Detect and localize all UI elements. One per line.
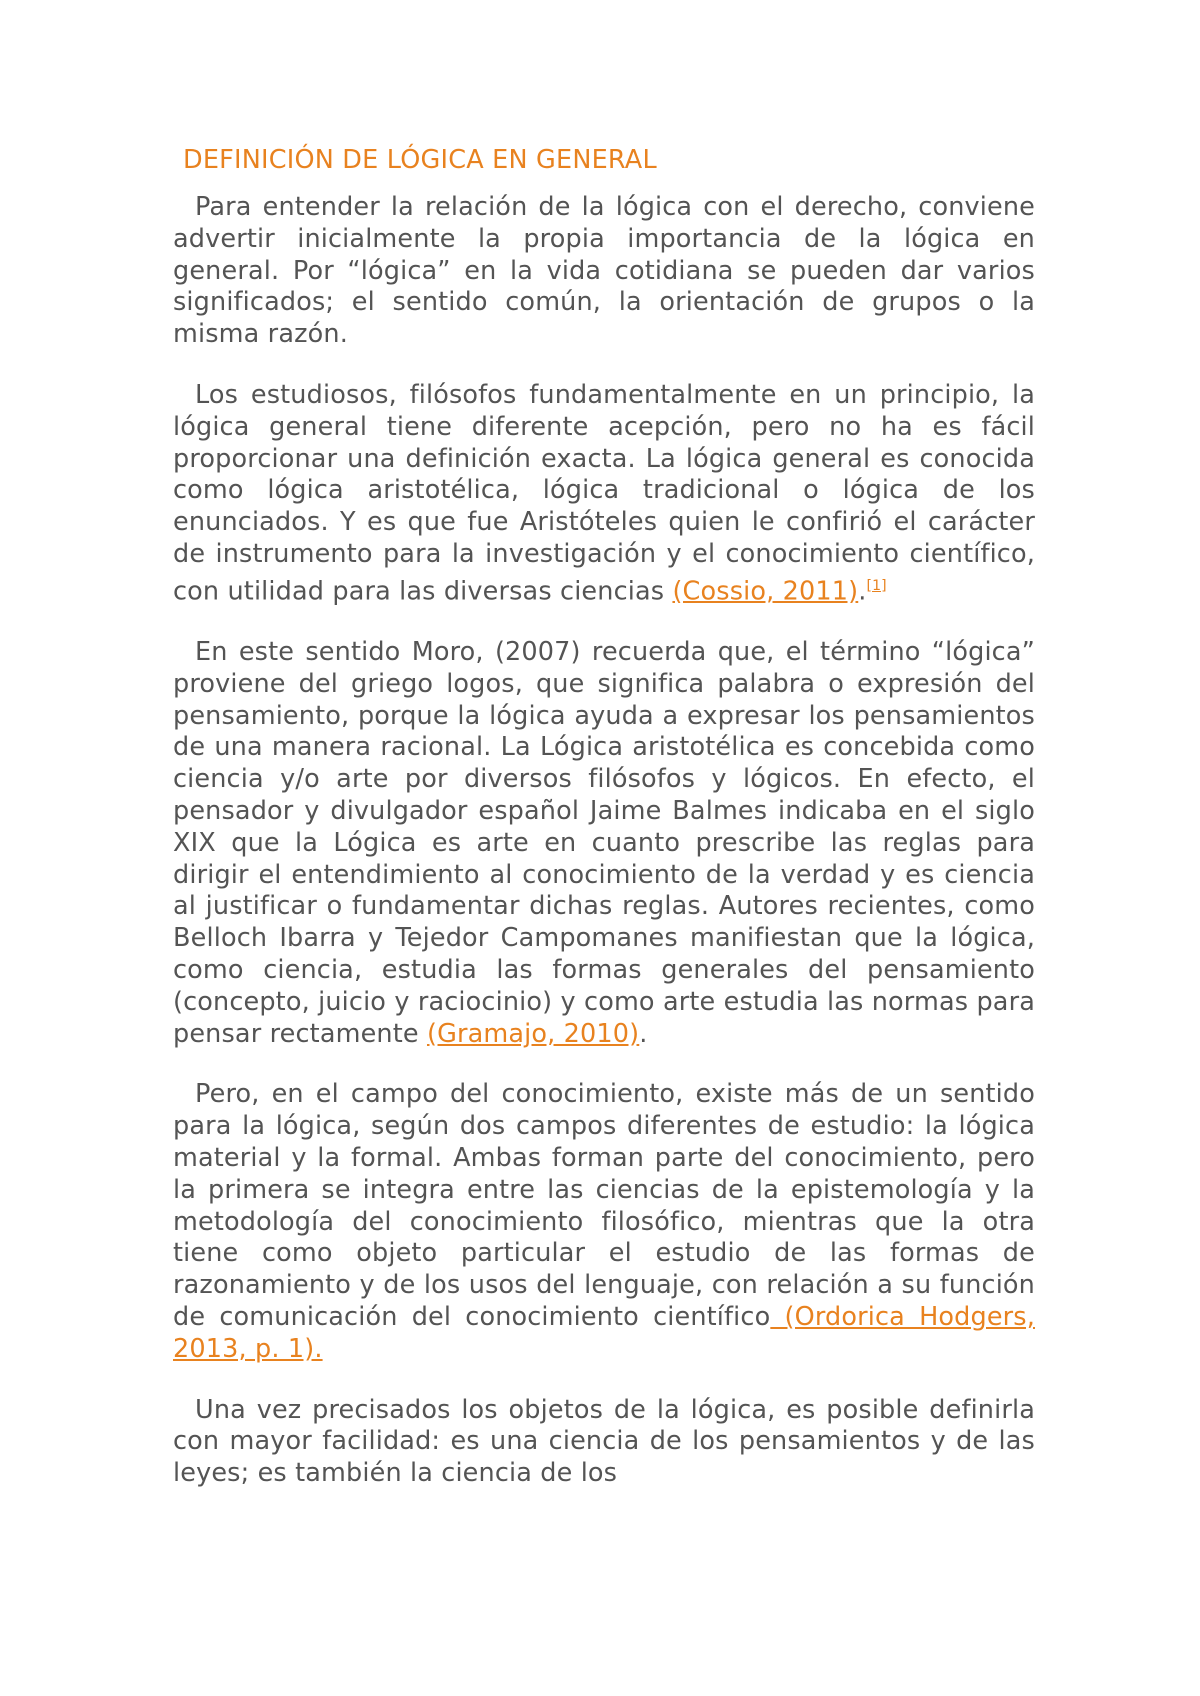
paragraph-3-text: En este sentido Moro, (2007) recuerda que, el término “lógica” proviene del griego logos, que significa palabra o expresión del pensamiento, porque la lógica ayuda a expresar los pensamientos de una manera racional. La Lógica aristotélica es concebida como ciencia y/o arte por diversos filósofos y lógicos. En efecto, el pensador y divulgador español Jaime Balmes indicaba en el siglo XIX que la Lógica es arte en cuanto prescribe las reglas para dirigir el entendimiento al conocimiento de la verdad y es ciencia al justificar o fundamentar dichas reglas. Autores recientes, como Belloch Ibarra y Tejedor Campomanes manifiestan que la lógica, como ciencia, estudia las formas generales del pensamiento (concepto, juicio y raciocinio) y como arte estudia las normas para pensar rectamente [173, 637, 1035, 1049]
paragraph-4-text: Pero, en el campo del conocimiento, existe más de un sentido para la lógica, según dos campos diferentes de estudio: la lógica material y la formal. Ambas forman parte del conocimiento, pero la primera se integra entre las ciencias de la epistemología y la metodología del conocimiento filosófico, mientras que la otra tiene como objeto particular el estudio de las formas de razonamiento y de los usos del lenguaje, con relación a su función de comunicación del conocimiento científico [173, 1079, 1035, 1332]
paragraph-2 [173, 380, 1035, 608]
paragraph-1: Para entender la relación de la lógica con el derecho, conviene advertir inicialmente la propia importancia de la lógica en general. Por “lógica” en la vida cotidiana se pueden dar varios significados; el sentido común, la orientación de grupos o la misma razón. [173, 192, 1035, 350]
document-page [173, 140, 1035, 1519]
paragraph-4 [173, 1079, 1035, 1365]
paragraph-2-text: Los estudiosos, filósofos fundamentalmente en un principio, la lógica general tiene diferente acepción, pero no ha es fácil proporcionar una definición exacta. La lógica general es conocida como lógica aristotélica, lógica tradicional o lógica de los enunciados. Y es que fue Aristóteles quien le confirió el carácter de instrumento para la investigación y el conocimiento científico, con utilidad para las diversas ciencias [173, 379, 1035, 607]
citation-link-cossio[interactable]: (Cossio, 2011) [672, 576, 859, 607]
citation-link-gramajo[interactable]: (Gramajo, 2010) [426, 1018, 640, 1049]
citation-link-ordorica[interactable]: (Ordorica Hodgers, 2013, p. 1). [173, 1302, 1035, 1364]
paragraph-5: Una vez precisados los objetos de la lógica, es posible definirla con mayor facilidad: es una ciencia de los pensamientos y de las leyes; es también la ciencia de los [173, 1394, 1035, 1489]
paragraph-3 [173, 637, 1035, 1050]
paragraph-3-period: . [639, 1018, 648, 1049]
paragraph-2-period: . [858, 576, 867, 607]
section-heading: DEFINICIÓN DE LÓGICA EN GENERAL [183, 145, 657, 175]
footnote-link[interactable]: [1] [866, 577, 887, 594]
